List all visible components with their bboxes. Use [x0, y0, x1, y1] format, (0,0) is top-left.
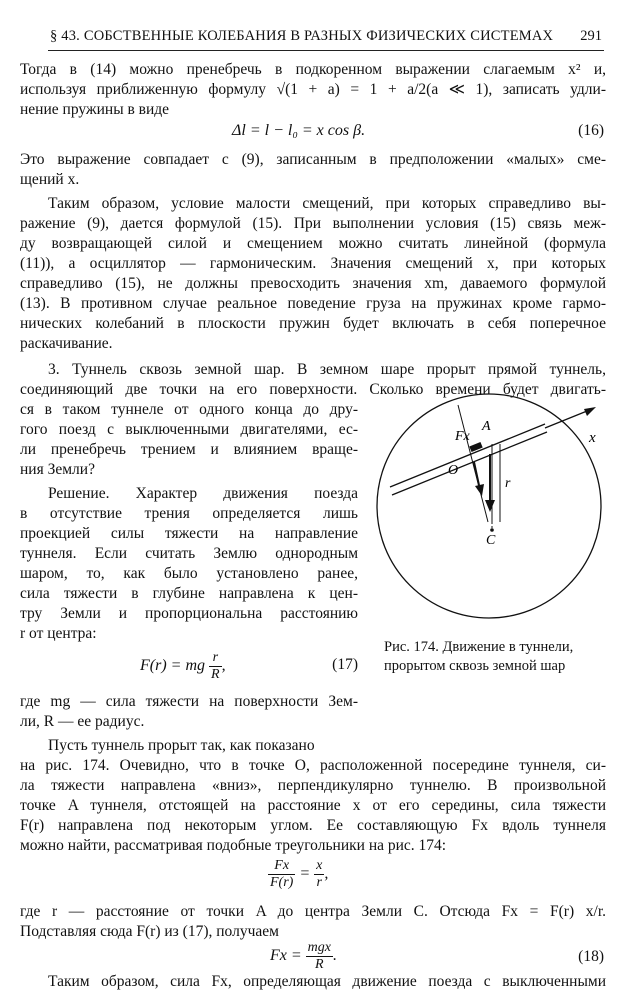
x-axis-arrowhead [584, 407, 596, 416]
fraction-numerator: mgx [307, 940, 331, 955]
text-line: r от центра: [20, 625, 97, 642]
text-line: сила тяжести в глубине направлена к цен- [20, 585, 358, 602]
ratio-right-fraction [314, 858, 324, 891]
label-a: A [482, 419, 491, 434]
text-line: Тогда в (14) можно пренебречь в подкоренном выражении слагаемым x² и, [20, 61, 606, 78]
center-point [490, 528, 494, 532]
formula-17-tail: , [221, 657, 226, 675]
caption-line: прорытом сквозь земной шар [384, 658, 566, 674]
text-line: щений x. [20, 171, 80, 188]
figure-174 [370, 372, 608, 634]
formula-17-fraction [209, 650, 222, 683]
formula-18-tail: . [333, 947, 337, 965]
gravity-arrowhead [485, 500, 495, 512]
formula-17-left: F(r) = mg [140, 657, 206, 675]
text-line: Это выражение совпадает с (9), записанным в предположении «малых» сме- [20, 151, 606, 168]
text-line: справедливо (15), не должны превосходить значения xm, даваемого формулой [20, 275, 606, 292]
label-x: x [589, 430, 596, 446]
text-line: Решение. Характер движения поезда [48, 485, 358, 502]
text-line: Таким образом, сила Fx, определяющая движение поезда с выключенными [48, 973, 606, 990]
text-line: Пусть туннель прорыт так, как показано [48, 737, 315, 754]
text-line: ражение (9), дается формулой (15). При выполнении условия (15) связь меж- [20, 215, 606, 232]
text-line-cut [20, 992, 606, 1000]
fraction-denominator: R [315, 957, 324, 972]
fraction-denominator: r [316, 875, 322, 890]
text-line: ли, R — ее радиус. [20, 713, 145, 730]
text-line: используя приближенную формулу √(1 + a) = 1 + a/2(a ≪ 1), записать удли- [20, 81, 606, 98]
projection-arrowhead [475, 484, 484, 496]
label-c: C [486, 533, 496, 548]
text-line: в отсутствие трения определяется лишь [20, 505, 358, 522]
fraction-numerator: x [316, 858, 323, 873]
text-line: туннеля. Если считать Землю однородным [20, 545, 358, 562]
text-line: ду возвращающей силой и смещением можно считать линейной (формула [20, 235, 606, 252]
fraction-numerator: Fx [268, 858, 295, 875]
text-line: проекцией силы тяжести на направление [20, 525, 358, 542]
text-line: раскачивание. [20, 335, 113, 352]
text-line: нических колебаний в плоскости пружин будет включать в себя поперечное [20, 315, 606, 332]
formula-18-fraction [306, 940, 333, 973]
figure-caption [384, 638, 604, 676]
equation-number-16: (16) [578, 122, 604, 139]
fraction-denominator: F(r) [270, 875, 294, 890]
text-line: соединяющий две точки на его поверхности. Сколько времени будет двигать- [20, 381, 606, 398]
text-line: где r — расстояние от точки A до центра Земли C. Отсюда Fx = F(r) x/r. [20, 903, 606, 920]
text-line: Таким образом, условие малости смещений, при которых справедливо вы- [48, 195, 606, 212]
formula-18-left: Fx = [270, 947, 302, 965]
equation-number-18: (18) [578, 948, 604, 965]
x-axis-line [545, 409, 592, 428]
fraction-denominator: R [211, 667, 220, 682]
text-line: точке A туннеля, отстоящей на расстояние x от его середины, сила тяжести [20, 797, 606, 814]
formula-17 [140, 650, 226, 683]
text-line: F(r) направлена под некоторым углом. Ее составляющую Fx вдоль туннеля [20, 817, 606, 834]
caption-line: Рис. 174. Движение в туннели, [384, 639, 574, 655]
text-line: ся в таком туннеле от одного конца до дру- [20, 401, 358, 418]
running-header [48, 24, 604, 51]
ratio-left-fraction [268, 858, 295, 891]
label-o: O [448, 463, 459, 478]
equals-sign: = [299, 865, 311, 883]
text-line: Подставляя сюда F(r) из (17), получаем [20, 923, 279, 940]
text-line: где mg — сила тяжести на поверхности Зем- [20, 693, 358, 710]
text-line: (13). В противном случае реальное поведение груза на пружинах кроме гармо- [20, 295, 606, 312]
text-line: шаром, то, как было установлено ранее, [20, 565, 358, 582]
section-title: § 43. СОБСТВЕННЫЕ КОЛЕБАНИЯ В РАЗНЫХ ФИЗИЧЕСКИХ СИСТЕМАХ [50, 28, 554, 44]
text-line: 3. Туннель сквозь земной шар. В земном шаре прорыт прямой туннель, [48, 361, 606, 378]
formula-16: Δl = l − l₀ = x cos β. [232, 122, 366, 139]
text-line: можно найти, рассматривая подобные треугольники на рис. 174: [20, 837, 447, 854]
label-fx: Fx [455, 429, 470, 444]
formula-ratio [268, 858, 328, 891]
text-line: нение пружины в виде [20, 101, 170, 118]
text-line: гого поезд с выключенными двигателями, ес- [20, 421, 358, 438]
text-line: (11)), а осциллятор — гармоническим. Значения смещений x, при которых [20, 255, 606, 272]
text-line: ния Земли? [20, 461, 95, 478]
page-number: 291 [580, 28, 602, 44]
text-line: тру Земли и пропорциональна расстоянию [20, 605, 358, 622]
formula-ratio-tail: , [324, 865, 329, 883]
fraction-numerator: r [209, 650, 222, 667]
text-line: ли пренебречь трением и влиянием враще- [20, 441, 358, 458]
text-line: ла тяжести направлена «вниз», перпендикулярно туннелю. В произвольной [20, 777, 606, 794]
equation-number-17: (17) [332, 656, 358, 673]
text-line: на рис. 174. Очевидно, что в точке O, расположенной посередине туннеля, си- [20, 757, 606, 774]
formula-18 [270, 940, 337, 973]
label-r: r [505, 476, 511, 491]
